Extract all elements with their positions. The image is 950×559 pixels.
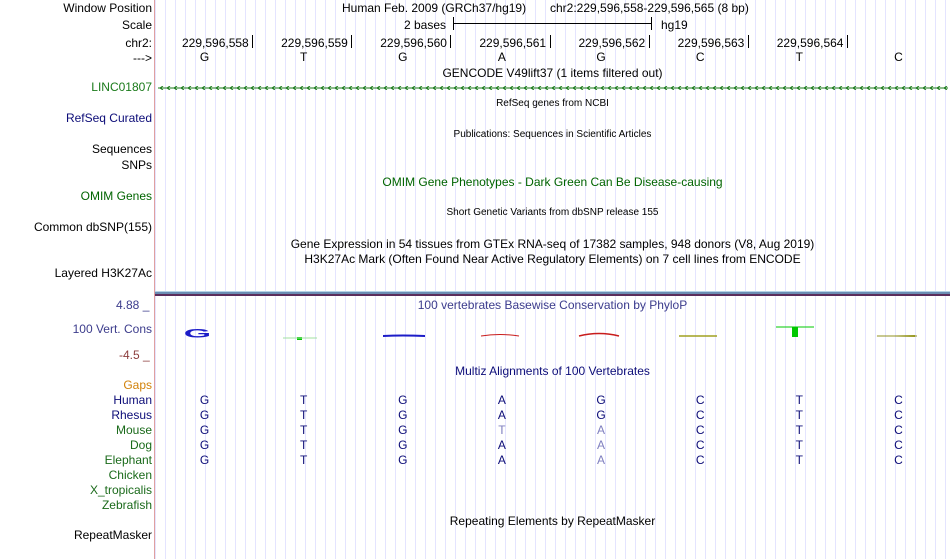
grid-line	[465, 0, 466, 559]
alignment-base: G	[398, 393, 408, 407]
h3k27ac-track-title[interactable]: H3K27Ac Mark (Often Found Near Active Regulatory Elements) on 7 cell lines from ENCODE	[304, 252, 801, 266]
grid-line	[845, 0, 846, 559]
grid-line	[575, 0, 576, 559]
grid-line	[795, 0, 796, 559]
ruler-tick	[252, 35, 253, 48]
grid-line	[385, 0, 386, 559]
phylop-track-label[interactable]: 100 Vert. Cons	[72, 322, 152, 336]
grid-line	[495, 0, 496, 559]
gene-label-linc01807[interactable]: LINC01807	[91, 80, 152, 94]
common-dbsnp-label[interactable]: Common dbSNP(155)	[33, 220, 152, 234]
grid-line	[345, 0, 346, 559]
ruler-position: 229,596,562	[578, 36, 646, 50]
grid-line	[715, 0, 716, 559]
grid-line	[625, 0, 626, 559]
phylop-min-value: -4.5 _	[119, 348, 150, 362]
grid-line	[785, 0, 786, 559]
grid-line	[175, 0, 176, 559]
grid-line	[875, 0, 876, 559]
scale-db: hg19	[661, 18, 688, 32]
alignment-base: G	[596, 393, 606, 407]
alignment-base: T	[300, 423, 308, 437]
grid-line	[515, 0, 516, 559]
snps-label[interactable]: SNPs	[121, 158, 152, 172]
sequences-label[interactable]: Sequences	[91, 142, 152, 156]
phylop-logo-t-2	[792, 327, 798, 337]
label-divider	[154, 0, 155, 559]
alignment-base: A	[497, 393, 506, 407]
gencode-track-title[interactable]: GENCODE V49lift37 (1 items filtered out)	[442, 66, 663, 80]
grid-line	[695, 0, 696, 559]
grid-line	[355, 0, 356, 559]
alignment-base: G	[199, 423, 210, 437]
alignment-base: T	[498, 423, 506, 437]
alignment-base: A	[597, 423, 606, 437]
grid-line	[595, 0, 596, 559]
refseq-track-title[interactable]: RefSeq genes from NCBI	[496, 98, 609, 109]
alignment-base: G	[199, 408, 210, 422]
grid-line	[245, 0, 246, 559]
species-label[interactable]: Human	[113, 393, 152, 407]
omim-genes-label[interactable]: OMIM Genes	[80, 189, 152, 203]
grid-line	[815, 0, 816, 559]
grid-line	[665, 0, 666, 559]
grid-line	[535, 0, 536, 559]
alignment-base: C	[894, 453, 903, 467]
alignment-base: T	[300, 408, 308, 422]
phylop-logo-g-1: G	[183, 326, 212, 341]
grid-line	[255, 0, 256, 559]
ruler-position: 229,596,561	[479, 36, 547, 50]
alignment-base: G	[596, 408, 606, 422]
grid-line	[445, 0, 446, 559]
scale-text: 2 bases	[404, 18, 447, 32]
grid-line	[395, 0, 396, 559]
scale-bar-start	[453, 17, 454, 30]
species-label[interactable]: Elephant	[104, 453, 152, 467]
alignment-base: G	[199, 393, 210, 407]
grid-line	[155, 0, 156, 559]
grid-line	[925, 0, 926, 559]
sequence-base: C	[894, 50, 903, 64]
grid-line	[205, 0, 206, 559]
phylop-track-title[interactable]: 100 vertebrates Basewise Conservation by PhyloP	[417, 298, 688, 312]
ruler-position: 229,596,560	[380, 36, 447, 50]
grid-line	[725, 0, 726, 559]
grid-line	[905, 0, 906, 559]
gaps-label: Gaps	[123, 378, 152, 392]
grid-line	[325, 0, 326, 559]
grid-line	[885, 0, 886, 559]
window-position-value[interactable]: chr2:229,596,558-229,596,565 (8 bp)	[550, 1, 749, 15]
grid-line	[285, 0, 286, 559]
grid-line	[315, 0, 316, 559]
grid-line	[525, 0, 526, 559]
ruler-tick	[351, 35, 352, 48]
phylop-max-value: 4.88 _	[116, 298, 150, 312]
alignment-base: T	[300, 438, 308, 452]
repeatmasker-label[interactable]: RepeatMasker	[73, 528, 152, 542]
dbsnp-track-title[interactable]: Short Genetic Variants from dbSNP release 155	[446, 207, 659, 218]
alignment-base: T	[795, 438, 803, 452]
alignment-base: C	[695, 408, 705, 422]
grid-line	[935, 0, 936, 559]
alignment-base: G	[199, 438, 210, 452]
grid-line	[775, 0, 776, 559]
alignment-base: G	[398, 453, 408, 467]
alignment-base: A	[497, 408, 506, 422]
ruler-position: 229,596,563	[677, 36, 745, 50]
grid-line	[605, 0, 606, 559]
grid-line	[475, 0, 476, 559]
alignment-base: C	[695, 453, 705, 467]
alignment-base: C	[894, 438, 903, 452]
grid-line	[505, 0, 506, 559]
species-label[interactable]: Zebrafish	[101, 498, 152, 512]
chrom-label: chr2:	[125, 36, 152, 50]
species-label[interactable]: X_tropicalis	[89, 483, 152, 497]
grid-line	[615, 0, 616, 559]
grid-line	[645, 0, 646, 559]
refseq-curated-label[interactable]: RefSeq Curated	[65, 111, 152, 125]
sequence-base: T	[300, 50, 308, 64]
grid-line	[235, 0, 236, 559]
grid-line	[555, 0, 556, 559]
phylop-logo-g-3	[579, 334, 619, 337]
publications-track-title[interactable]: Publications: Sequences in Scientific Articles	[453, 129, 652, 140]
alignment-base: A	[597, 438, 606, 452]
grid-line	[685, 0, 686, 559]
grid-line	[165, 0, 166, 559]
strand-label: --->	[133, 51, 152, 65]
ruler-tick	[550, 35, 551, 48]
window-position-label: Window Position	[63, 1, 152, 15]
grid-line	[195, 0, 196, 559]
layered-h3k27ac-label[interactable]: Layered H3K27Ac	[54, 266, 152, 280]
grid-line	[215, 0, 216, 559]
alignment-base: C	[695, 423, 705, 437]
alignment-base: T	[795, 423, 803, 437]
grid-line	[265, 0, 266, 559]
scale-label: Scale	[121, 18, 152, 32]
species-label[interactable]: Mouse	[115, 423, 152, 437]
grid-line	[755, 0, 756, 559]
sequence-base: A	[497, 50, 506, 64]
grid-line	[295, 0, 296, 559]
species-label[interactable]: Rhesus	[111, 408, 152, 422]
alignment-base: G	[398, 408, 408, 422]
grid-line	[565, 0, 566, 559]
scale-bar-end	[651, 17, 652, 30]
alignment-base: T	[795, 393, 803, 407]
grid-line	[745, 0, 746, 559]
omim-track-title[interactable]: OMIM Gene Phenotypes - Dark Green Can Be Disease-causing	[382, 175, 723, 189]
grid-line	[405, 0, 406, 559]
alignment-base: A	[597, 453, 606, 467]
grid-line	[485, 0, 486, 559]
grid-line	[365, 0, 366, 559]
alignment-base: T	[300, 393, 308, 407]
grid-line	[545, 0, 546, 559]
ruler-tick	[649, 35, 650, 48]
alignment-base: A	[497, 438, 506, 452]
grid-line	[825, 0, 826, 559]
species-label[interactable]: Chicken	[108, 468, 152, 482]
species-label[interactable]: Dog	[129, 438, 152, 452]
grid-line	[915, 0, 916, 559]
phylop-logo-a	[481, 335, 519, 337]
gencode-gene-feature[interactable]	[158, 86, 948, 90]
alignment-base: T	[795, 453, 803, 467]
grid-line	[765, 0, 766, 559]
grid-line	[185, 0, 186, 559]
ruler-position: 229,596,559	[281, 36, 348, 50]
alignment-base: T	[300, 453, 308, 467]
grid-line	[805, 0, 806, 559]
alignment-base: T	[795, 408, 803, 422]
alignment-base: C	[695, 393, 705, 407]
grid-line	[865, 0, 866, 559]
grid-line	[945, 0, 946, 559]
grid-line	[635, 0, 636, 559]
scale-bar	[453, 23, 652, 24]
grid-line	[735, 0, 736, 559]
alignment-base: G	[398, 438, 408, 452]
grid-line	[655, 0, 656, 559]
sequence-base: G	[398, 50, 408, 64]
ruler-tick	[847, 35, 848, 48]
sequence-base: G	[199, 50, 210, 64]
grid-line	[705, 0, 706, 559]
h3k27ac-signal-dark	[155, 294, 950, 296]
grid-line	[675, 0, 676, 559]
ruler-position: 229,596,564	[776, 36, 844, 50]
alignment-base: C	[894, 393, 903, 407]
assembly-name[interactable]: Human Feb. 2009 (GRCh37/hg19)	[342, 1, 527, 15]
gtex-track-title[interactable]: Gene Expression in 54 tissues from GTEx RNA-seq of 17382 samples, 948 donors (V8, Aug 2019)	[290, 237, 815, 251]
grid-line	[435, 0, 436, 559]
phylop-logo-g-2	[383, 335, 425, 338]
alignment-base: A	[497, 453, 506, 467]
grid-line	[835, 0, 836, 559]
multiz-track-title[interactable]: Multiz Alignments of 100 Vertebrates	[455, 364, 650, 378]
sequence-base: G	[596, 50, 606, 64]
alignment-base: G	[398, 423, 408, 437]
grid-line	[225, 0, 226, 559]
sequence-base: C	[695, 50, 705, 64]
ruler-tick	[450, 35, 451, 48]
phylop-logo-plot[interactable]	[155, 322, 950, 342]
grid-line	[855, 0, 856, 559]
grid-line	[415, 0, 416, 559]
alignment-base: C	[695, 438, 705, 452]
ruler-position: 229,596,558	[182, 36, 249, 50]
grid-line	[425, 0, 426, 559]
grid-line	[895, 0, 896, 559]
grid-line	[275, 0, 276, 559]
grid-line	[335, 0, 336, 559]
base-grid	[155, 0, 950, 559]
grid-line	[375, 0, 376, 559]
grid-line	[585, 0, 586, 559]
ruler-tick	[748, 35, 749, 48]
repeatmasker-track-title[interactable]: Repeating Elements by RepeatMasker	[449, 514, 656, 528]
alignment-base: C	[894, 408, 903, 422]
alignment-base: G	[199, 453, 210, 467]
sequence-base: T	[795, 50, 803, 64]
grid-line	[305, 0, 306, 559]
grid-line	[455, 0, 456, 559]
alignment-base: C	[894, 423, 903, 437]
